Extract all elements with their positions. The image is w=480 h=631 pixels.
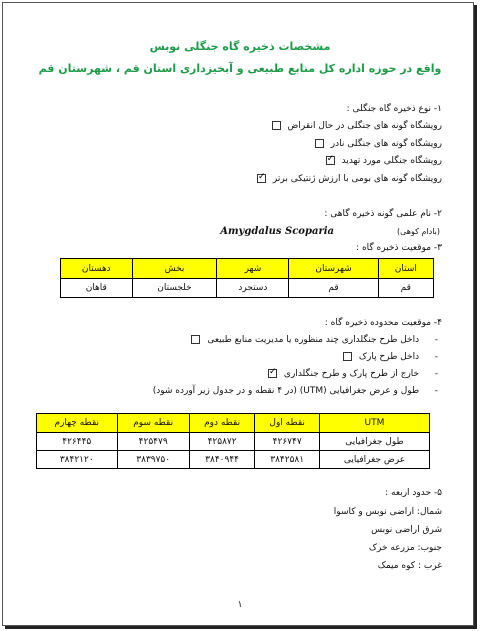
document-title: مشخصات ذخیره گاه جنگلی نوبس bbox=[149, 40, 331, 53]
boundary-east: شرق اراضی نوبس bbox=[371, 525, 442, 535]
bullet-text: طول و عرض جغرافیایی (UTM) (در ۴ نقطه و در جدول زیر آورده شود) bbox=[152, 386, 420, 396]
table-cell: ۴۲۵۴۷۹ bbox=[117, 433, 189, 451]
boundary-south: جنوب: مزرعه خرک bbox=[368, 543, 442, 553]
boundary-west: غرب : کوه میمک bbox=[377, 561, 442, 571]
table-cell: قم bbox=[289, 279, 378, 298]
bullet-item: - طول و عرض جغرافیایی (UTM) (در ۴ نقطه و در جدول زیر آورده شود) bbox=[152, 386, 438, 396]
table-header-cell: شهرستان bbox=[289, 259, 378, 279]
bullet-text: خارج از طرح پارک و طرح جنگلداری bbox=[283, 369, 420, 379]
scientific-name: Amygdalus Scoparia bbox=[220, 226, 334, 237]
bullet-item: - داخل طرح پارک bbox=[343, 352, 438, 362]
table-row bbox=[37, 451, 430, 469]
section4-heading: ۴- موقعیت محدوده ذخیره گاه : bbox=[324, 318, 442, 328]
table-header-cell: استان bbox=[378, 259, 433, 279]
table-header-cell: نقطه سوم bbox=[117, 414, 189, 433]
table-cell: ۳۸۴۲۵۸۱ bbox=[255, 451, 320, 469]
table-cell: ۴۲۶۷۴۷ bbox=[255, 433, 320, 451]
table-header-cell: بخش bbox=[132, 259, 217, 279]
table-row bbox=[61, 279, 434, 298]
table-cell: قاهان bbox=[61, 279, 133, 298]
checkbox-unchecked bbox=[191, 335, 200, 344]
option-endangered bbox=[272, 121, 442, 131]
page-number: ۱ bbox=[237, 600, 243, 610]
document-subtitle: واقع در حوزه اداره کل منابع طبیعی و آبخیزداری استان قم ، شهرستان قم bbox=[38, 62, 442, 75]
option-label: رویشگاه گونه های بومی با ارزش ژنتیکی برتر bbox=[272, 174, 442, 184]
table-header-cell: نقطه دوم bbox=[189, 414, 255, 433]
option-rare bbox=[315, 139, 442, 149]
table-header-row bbox=[37, 414, 430, 433]
option-label: رویشگاه گونه های جنگلی در حال انقراض bbox=[287, 121, 442, 131]
boundary-north: شمال: اراضی نوبس و کاسوا bbox=[333, 507, 442, 517]
section2-heading: ۲- نام علمی گونه ذخیره گاهی : bbox=[324, 209, 442, 219]
table-cell: ۳۸۳۹۷۵۰ bbox=[117, 451, 189, 469]
checkbox-unchecked bbox=[343, 352, 352, 361]
section5-heading: ۵- حدود اربعه : bbox=[385, 488, 442, 498]
table-cell: ۳۸۴۲۱۲۰ bbox=[37, 451, 118, 469]
table-header-cell: دهستان bbox=[61, 259, 133, 279]
table-cell: خلجستان bbox=[132, 279, 217, 298]
table-cell: ۳۸۴۰۹۴۴ bbox=[189, 451, 255, 469]
checkbox-checked bbox=[326, 156, 335, 165]
table-header-cell: شهر bbox=[217, 259, 289, 279]
section3-heading: ۳- موقعیت ذخیره گاه : bbox=[356, 243, 442, 253]
option-label: رویشگاه گونه های جنگلی نادر bbox=[330, 139, 442, 149]
table-cell: ۴۲۶۴۴۵ bbox=[37, 433, 118, 451]
table-header-row bbox=[61, 259, 434, 279]
option-threatened bbox=[326, 156, 442, 166]
checkbox-checked bbox=[268, 369, 277, 378]
table-header-cell: نقطه چهارم bbox=[37, 414, 118, 433]
table-header-cell: UTM bbox=[319, 414, 429, 433]
location-table bbox=[60, 258, 434, 298]
option-label: رویشگاه جنگلی مورد تهدید bbox=[341, 156, 442, 166]
table-cell: طول جغرافیایی bbox=[319, 433, 429, 451]
common-name: (بادام کوهی) bbox=[396, 227, 440, 236]
table-cell: عرض جغرافیایی bbox=[319, 451, 429, 469]
bullet-item: - خارج از طرح پارک و طرح جنگلداری ✓ bbox=[268, 369, 438, 379]
bullet-text: داخل طرح جنگلداری چند منظوره یا مدیریت منابع طبیعی bbox=[207, 335, 420, 345]
bullet-text: داخل طرح پارک bbox=[358, 352, 420, 362]
table-cell: ۴۲۵۸۷۲ bbox=[189, 433, 255, 451]
section1-heading: ۱- نوع ذخیره گاه جنگلی : bbox=[346, 104, 442, 114]
table-row bbox=[37, 433, 430, 451]
checkbox-unchecked bbox=[315, 139, 324, 148]
checkbox-unchecked bbox=[272, 121, 281, 130]
table-cell: دستجرد bbox=[217, 279, 289, 298]
utm-table bbox=[36, 413, 430, 469]
table-header-cell: نقطه اول bbox=[255, 414, 320, 433]
table-cell: قم bbox=[378, 279, 433, 298]
species-name bbox=[220, 226, 334, 237]
checkbox-checked bbox=[257, 174, 266, 183]
bullet-item: - داخل طرح جنگلداری چند منظوره یا مدیریت منابع طبیعی bbox=[191, 335, 438, 345]
option-native-genetic bbox=[257, 174, 442, 184]
